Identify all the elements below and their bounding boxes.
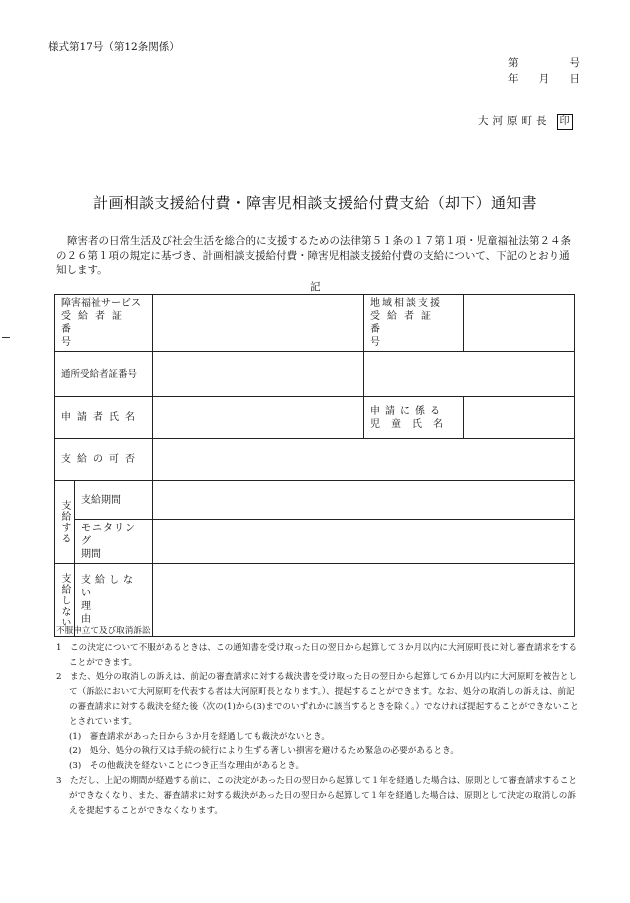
applicant-name-label: 申請者氏名	[55, 397, 153, 439]
day-care-number-cells[interactable]	[153, 352, 364, 397]
service-label-line3	[61, 323, 146, 349]
child-name-label	[364, 397, 464, 439]
row-recipient-numbers	[55, 295, 575, 352]
ki-marker: 記	[310, 281, 321, 293]
number-label: 第	[508, 57, 519, 69]
grant-period-label: 支給期間	[75, 481, 153, 520]
monitoring-value[interactable]	[153, 520, 575, 564]
form-number: 様式第17号（第12条関係）	[48, 41, 180, 53]
note-sub-item-3: (3) その他裁決を経ないことにつき正当な理由があるとき。	[69, 761, 305, 772]
consult-label-line1: 地域相談支援	[370, 298, 442, 309]
document-number	[508, 56, 580, 70]
child-label-line1: 申請に係る	[370, 405, 445, 417]
child-label-line2: 児童氏名	[370, 418, 454, 430]
grant-period-value[interactable]	[153, 481, 575, 520]
grant-side-label	[55, 481, 75, 564]
consult-label-line2: 受給者証	[370, 311, 438, 322]
monitoring-label-line2: 期間	[81, 549, 101, 560]
service-label-line1: 障害福祉サービス	[61, 298, 141, 309]
service-recipient-number-cells[interactable]	[153, 295, 364, 352]
note-item-1: 1 この決定について不服があるときは、この通知書を受け取った日の翌日から起算して３か月以内に大河原町長に対し審査請求をすることができます。	[56, 642, 577, 668]
document-date	[508, 72, 580, 86]
seal-mark: 印	[557, 114, 573, 130]
deny-reason-line1: 支給しない	[81, 575, 137, 599]
note-sub-item-2: (2) 処分、処分の執行又は手続の続行により生ずる著しい損害を避けるため緊急の必要があるとき。	[69, 746, 459, 757]
date-month: 月	[538, 73, 550, 85]
consult-label-line3: 番号	[370, 324, 440, 348]
consult-recipient-label	[364, 295, 464, 352]
grant-side-text: 支給する	[59, 500, 70, 544]
row-monitoring	[55, 520, 575, 564]
service-recipient-label	[55, 295, 153, 352]
number-suffix: 号	[569, 57, 580, 69]
monitoring-label	[75, 520, 153, 564]
row-day-care-number	[55, 352, 575, 397]
intro-paragraph: 障害者の日常生活及び社会生活を総合的に支援するための法律第５１条の１７第１項・児童福祉法第２４条の２６第１項の規定に基づき、計画相談支援給付費・障害児相談支援給付費の支給について、下記のとおり通知します。	[56, 235, 571, 276]
margin-mark	[2, 337, 10, 338]
deny-reason-line2: 理由	[81, 601, 131, 625]
issuer-block	[478, 114, 573, 130]
note-item-3: 3 ただし、上記の期間が経過する前に、この決定があった日の翌日から起算して１年を経過した場合は、原則として審査請求することができなくなり、また、審査請求に対する裁決があった日の翌日から起算して１年を経過した場合は、原則として決定の取消しの訴えを提起することができなくなります。	[56, 775, 578, 816]
application-table	[54, 294, 575, 637]
day-care-label: 通所受給者証番号	[55, 352, 153, 397]
date-year: 年	[508, 73, 519, 85]
service-label-number: 番号	[61, 324, 131, 348]
consult-recipient-number-cells[interactable]	[464, 295, 575, 352]
child-name-value[interactable]	[464, 397, 575, 439]
service-label-line2: 受給者証	[61, 311, 129, 322]
appeal-notes	[56, 624, 580, 818]
day-care-blank	[364, 352, 575, 397]
decision-label: 支給の可否	[55, 439, 153, 481]
notes-heading: 不服申立て及び取消訴訟	[56, 626, 151, 636]
monitoring-label-line1: モニタリング	[81, 523, 136, 547]
date-day: 日	[569, 73, 580, 85]
note-item-2: 2 また、処分の取消しの訴えは、前記の審査請求に対する裁決書を受け取った日の翌日から起算して６か月以内に大河原町を被告として（訴訟において大河原町を代表する者は大河原町長となります。）、提起することができます。なお、処分の取消しの訴えは、前記の審査請求に対する裁決を経た後（次の(1)から(3)までのいずれかに該当するときを除く。）でなければ提起することができないこととされています。	[56, 672, 579, 727]
row-decision	[55, 439, 575, 481]
applicant-name-value[interactable]	[153, 397, 364, 439]
row-grant-period	[55, 481, 575, 520]
issuer-name: 大河原町長	[478, 115, 551, 127]
document-title: 計画相談支援給付費・障害児相談支援給付費支給（却下）通知書	[93, 194, 537, 212]
decision-value[interactable]	[153, 439, 575, 481]
row-names	[55, 397, 575, 439]
deny-side-text: 支給しない	[59, 572, 70, 628]
note-sub-item-1: (1) 審査請求があった日から３か月を経過しても裁決がないとき。	[69, 731, 330, 742]
